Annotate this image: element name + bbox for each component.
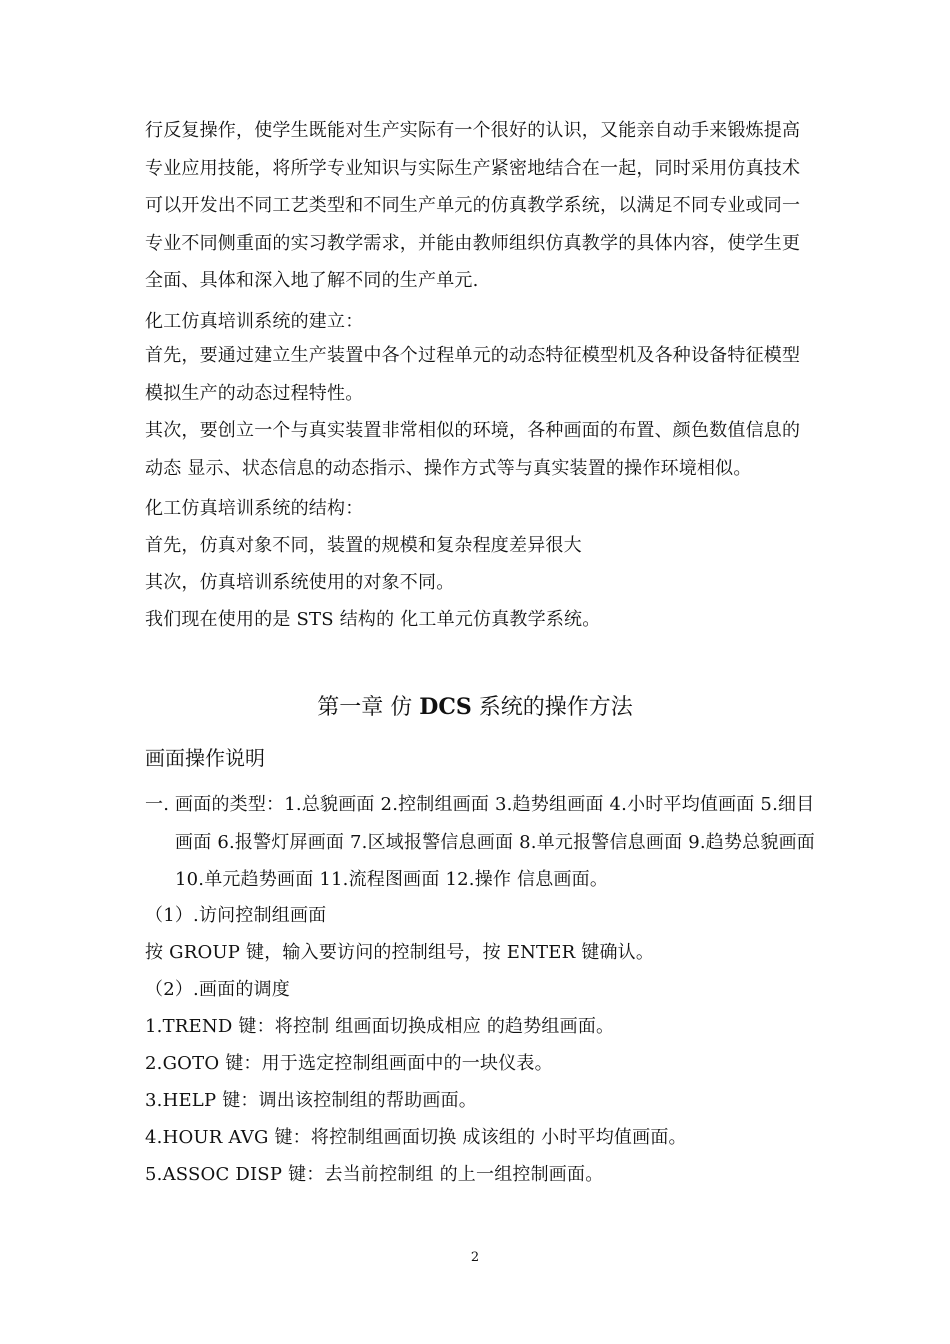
structure-heading: 化工仿真培训系统的结构： — [145, 498, 364, 519]
chapter-title — [0, 692, 950, 723]
intro-paragraph: 行反复操作，使学生既能对生产实际有一个很好的认识，又能亲自动手来锻炼提高专业应用技能，将所学专业知识与实际生产紧密地结合在一起，同时采用仿真技术可以开发出不同工艺类型和不同生产单元的仿真教学系统，以满足不同专业或同一专业不同侧重面的实习教学需求，并能由教师组织仿真教学的具体内容，使学生更全面、具体和深入地了解不同的生产单元. — [145, 120, 801, 291]
item-line-2: 按 GROUP 键，输入要访问的控制组号，按 ENTER 键确认。 — [145, 942, 655, 963]
screen-types-paragraph: 一. 画面的类型：1.总貌画面 2.控制组画面 3.趋势组画面 4.小时平均值画面 5.细目画面 6.报警灯屏画面 7.区域报警信息画面 8.单元报警信息画面 9.趋势总貌画面 10.单元趋势画面 11.流程图画面 12.操作 信息画面。 — [145, 794, 815, 890]
current-system-line: 我们现在使用的是 STS 结构的 化工单元仿真教学系统。 — [145, 609, 601, 630]
section-title: 画面操作说明 — [145, 746, 265, 770]
chapter-title-bold: DCS — [419, 694, 472, 720]
structure-first-line: 首先，仿真对象不同，装置的规模和复杂程度差异很大 — [145, 535, 582, 556]
establish-heading: 化工仿真培训系统的建立： — [145, 311, 364, 332]
chapter-title-prefix: 第一章 仿 — [317, 695, 420, 720]
structure-second-line: 其次，仿真培训系统使用的对象不同。 — [145, 572, 455, 593]
chapter-title-suffix: 系统的操作方法 — [471, 695, 633, 720]
item-line-8: 5.ASSOC DISP 键：去当前控制组 的上一组控制画面。 — [145, 1164, 604, 1185]
item-line-6: 3.HELP 键：调出该控制组的帮助画面。 — [145, 1090, 477, 1111]
item-line-4: 1.TREND 键：将控制 组画面切换成相应 的趋势组画面。 — [145, 1016, 615, 1037]
item-line-3: （2）.画面的调度 — [145, 979, 290, 1000]
establish-second-paragraph: 其次，要创立一个与真实装置非常相似的环境，各种画面的布置、颜色数值信息的动态 显示、状态信息的动态指示、操作方式等与真实装置的操作环境相似。 — [145, 420, 801, 479]
item-line-5: 2.GOTO 键：用于选定控制组画面中的一块仪表。 — [145, 1053, 553, 1074]
establish-first-paragraph: 首先，要通过建立生产装置中各个过程单元的动态特征模型机及各种设备特征模型模拟生产的动态过程特性。 — [145, 345, 801, 404]
item-line-1: （1）.访问控制组画面 — [145, 905, 327, 926]
item-line-7: 4.HOUR AVG 键：将控制组画面切换 成该组的 小时平均值画面。 — [145, 1127, 687, 1148]
page-number: 2 — [470, 1250, 480, 1265]
